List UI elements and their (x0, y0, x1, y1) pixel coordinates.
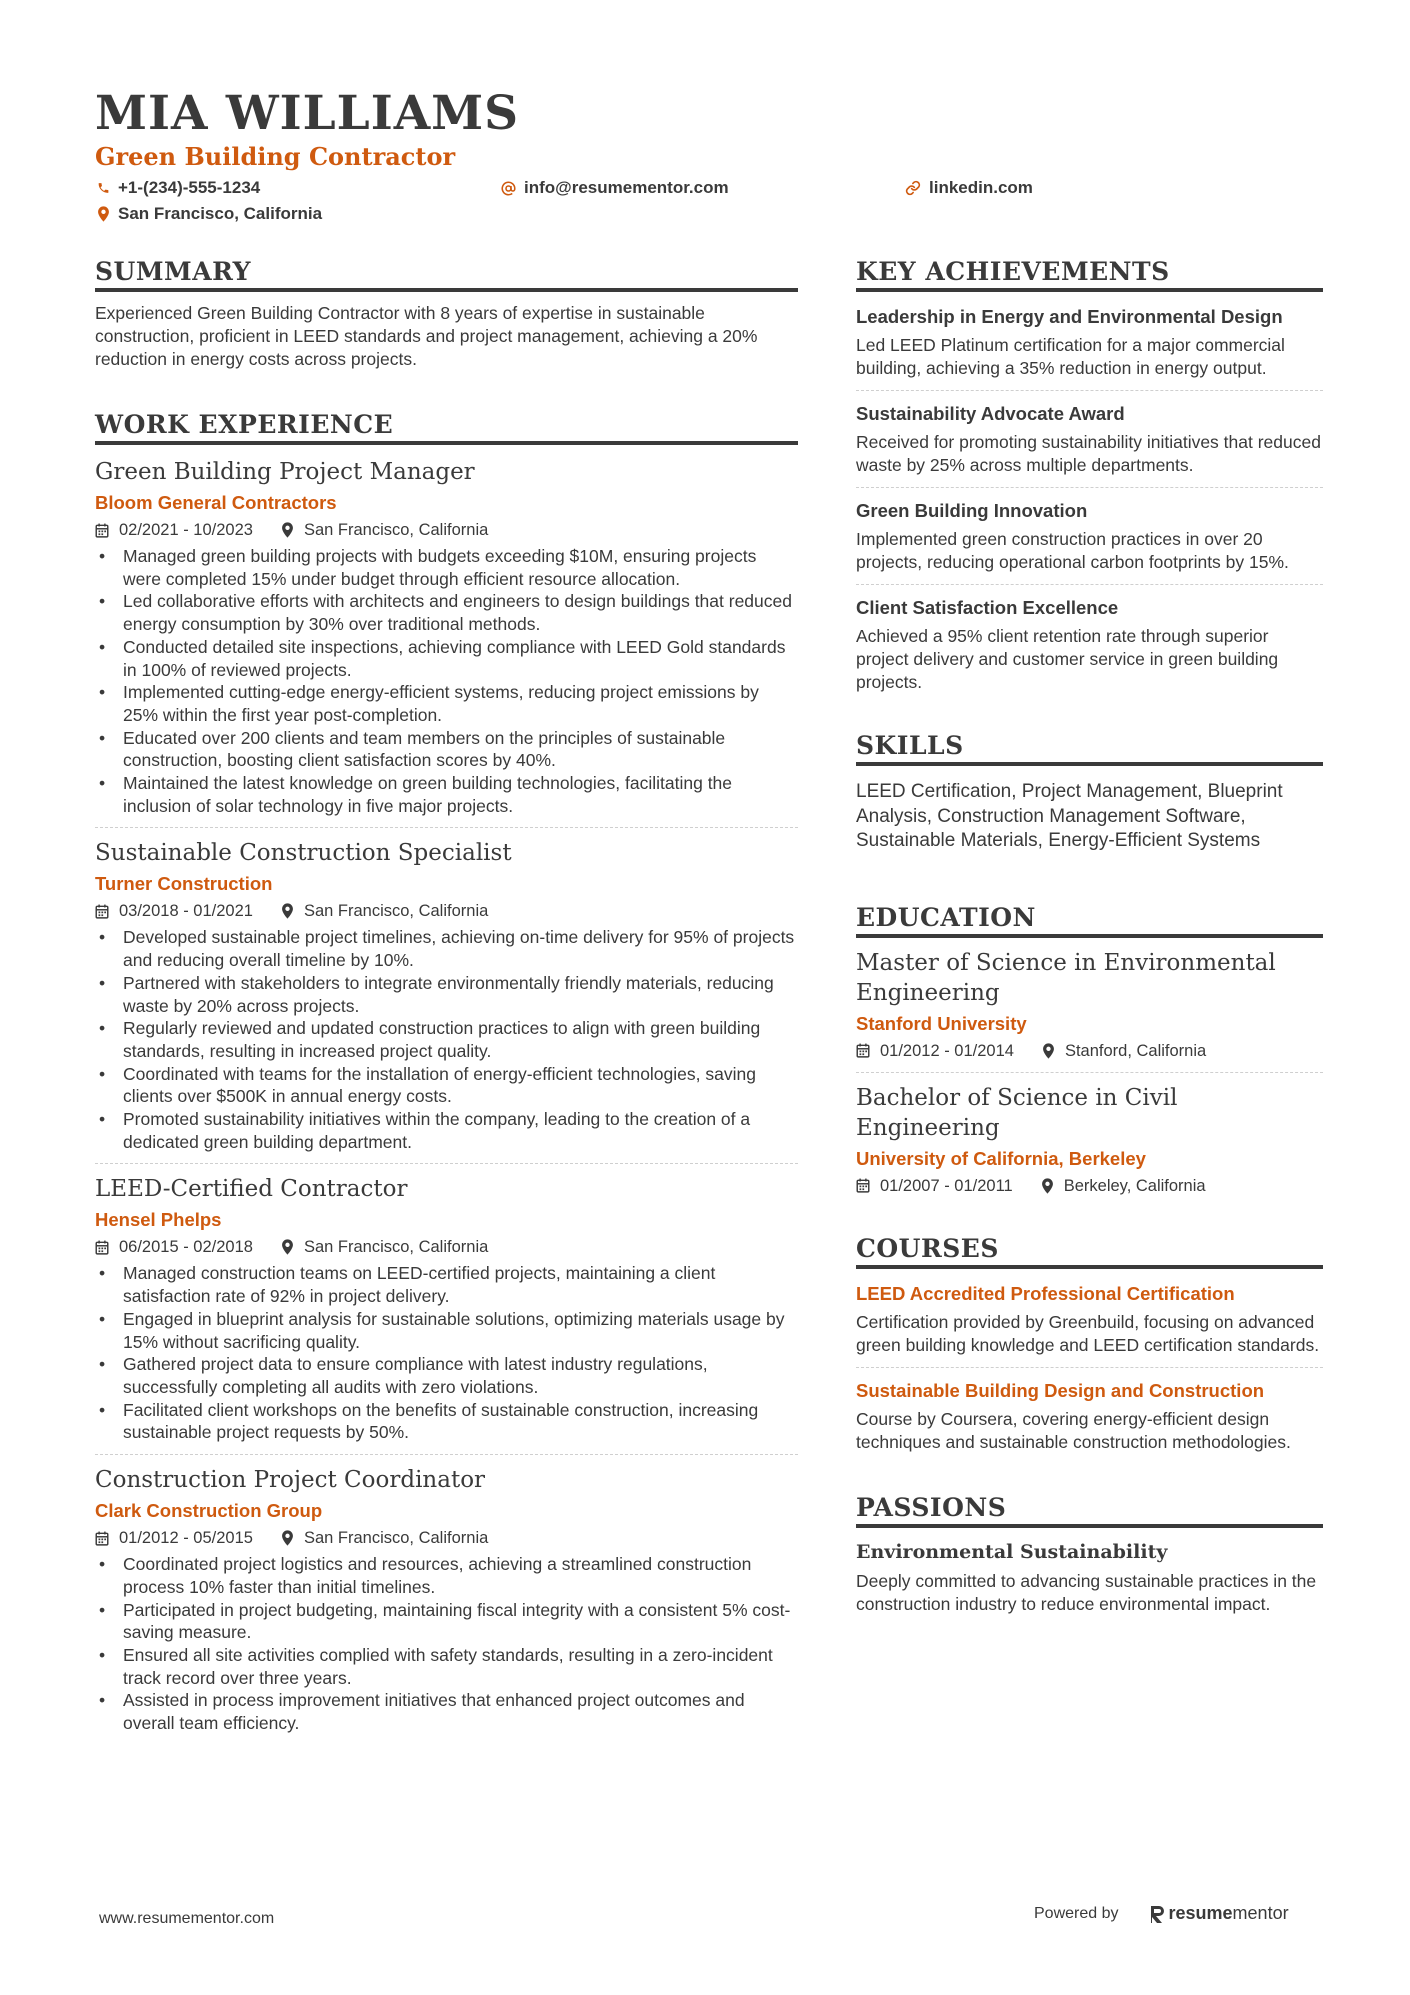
job-bullet: • Ensured all site activities complied with safety standards, resulting in a zero-incident track record over three years. (95, 1644, 798, 1689)
map-pin-icon (281, 1239, 294, 1255)
achievement-desc: Achieved a 95% client retention rate through superior project delivery and customer service in green building projects. (856, 626, 1279, 692)
job-location (281, 519, 488, 541)
job-divider (95, 827, 798, 828)
job-bullet: • Partnered with stakeholders to integrate environmentally friendly materials, reducing waste by 20% across projects. (95, 972, 798, 1017)
job-bullets (95, 1553, 798, 1735)
school-name: Stanford University (856, 1012, 1027, 1034)
achievement-item (856, 595, 1323, 694)
map-pin-icon (281, 1530, 294, 1546)
footer-branding (1034, 1903, 1289, 1924)
job-bullets (95, 1262, 798, 1444)
achievement-title: Green Building Innovation (856, 500, 1088, 521)
at-sign-icon (501, 181, 516, 196)
course-list (856, 1281, 1323, 1454)
job-bullet: • Coordinated with teams for the installation of energy-efficient technologies, saving clients over $500K in annual energy costs. (95, 1063, 798, 1108)
map-pin-icon (1042, 1043, 1055, 1059)
contact-info (95, 174, 1325, 234)
job-bullet: • Facilitated client workshops on the benefits of sustainable construction, increasing sustainable project requests by 50%. (95, 1399, 798, 1444)
job-location-text: San Francisco, California (303, 1529, 489, 1548)
course-item (856, 1378, 1323, 1454)
job-location (281, 1236, 488, 1258)
work-experience-heading: WORK EXPERIENCE (95, 409, 798, 445)
summary-heading: SUMMARY (95, 256, 798, 292)
calendar-icon (95, 1531, 109, 1546)
education-divider (856, 1072, 1323, 1073)
left-column (95, 256, 798, 1735)
candidate-name: MIA WILLIAMS (95, 86, 520, 141)
course-title: Sustainable Building Design and Construction (856, 1379, 1265, 1401)
course-title: LEED Accredited Professional Certification (856, 1282, 1235, 1304)
achievement-item (856, 401, 1323, 477)
achievement-desc: Implemented green construction practices in over 20 projects, reducing operational carbon footprints by 15%. (856, 529, 1289, 572)
passion-list (856, 1540, 1323, 1616)
company-name: Clark Construction Group (95, 1500, 323, 1522)
achievement-divider (856, 390, 1323, 391)
job-title: Sustainable Construction Specialist (95, 840, 512, 867)
achievements-heading: KEY ACHIEVEMENTS (856, 256, 1323, 292)
email-text: info@resumementor.com (524, 178, 729, 197)
skills-heading: SKILLS (856, 730, 1323, 766)
course-divider (856, 1367, 1323, 1368)
job-bullets (95, 926, 798, 1153)
job-dates-text: 02/2021 - 10/2023 (119, 521, 253, 539)
summary-section (95, 256, 798, 371)
map-pin-icon (281, 522, 294, 538)
brand-logo[interactable] (1149, 1903, 1289, 1924)
passion-desc: Deeply committed to advancing sustainable practices in the construction industry to reduce environmental impact. (856, 1570, 1317, 1614)
map-pin-icon (1041, 1178, 1054, 1194)
achievement-list (856, 304, 1323, 694)
job-divider (95, 1163, 798, 1164)
job-bullet: • Assisted in process improvement initiatives that enhanced project outcomes and overall team efficiency. (95, 1689, 798, 1734)
job-divider (95, 1454, 798, 1455)
achievement-desc: Received for promoting sustainability initiatives that reduced waste by 25% across multiple departments. (856, 432, 1321, 475)
course-desc: Certification provided by Greenbuild, focusing on advanced green building knowledge and LEED certification standards. (856, 1311, 1320, 1355)
passions-section (856, 1492, 1323, 1616)
map-pin-icon (281, 903, 294, 919)
job-dates-text: 06/2015 - 02/2018 (119, 1238, 253, 1257)
phone-text: +1-(234)-555-1234 (118, 178, 261, 197)
calendar-icon (95, 1240, 109, 1255)
job-bullets (95, 545, 798, 817)
map-pin-icon (97, 206, 110, 222)
education-dates-text: 01/2007 - 01/2011 (880, 1176, 1013, 1195)
achievement-title: Leadership in Energy and Environmental Design (856, 306, 1283, 327)
brand-name-light: mentor (1232, 1903, 1289, 1923)
education-section (856, 902, 1323, 1197)
job-entry (95, 457, 798, 817)
right-column (856, 256, 1323, 1616)
achievement-divider (856, 487, 1323, 488)
job-location (281, 900, 488, 922)
job-bullet: • Led collaborative efforts with architects and engineers to design buildings that reduced energy consumption by 30% over traditional methods. (95, 590, 798, 635)
job-dates (95, 1236, 253, 1258)
job-location-text: San Francisco, California (303, 902, 489, 921)
courses-section (856, 1233, 1323, 1454)
job-title: LEED-Certified Contractor (95, 1176, 408, 1203)
job-bullet: • Implemented cutting-edge energy-efficient systems, reducing project emissions by 25% within the first year post-completion. (95, 681, 798, 726)
education-location (1041, 1175, 1206, 1197)
education-item (856, 1083, 1323, 1197)
job-entry (95, 838, 798, 1153)
contact-linkedin[interactable] (905, 178, 1033, 198)
job-bullet: • Developed sustainable project timelines, achieving on-time delivery for 95% of projects and reducing overall timeline by 10%. (95, 926, 798, 971)
job-bullet: • Coordinated project logistics and resources, achieving a streamlined construction process 10% faster than initial timelines. (95, 1553, 798, 1598)
calendar-icon (95, 523, 109, 538)
courses-heading: COURSES (856, 1233, 1323, 1269)
link-icon (905, 180, 921, 196)
education-dates (856, 1175, 1013, 1197)
resumementor-logo-icon (1149, 1904, 1165, 1924)
summary-text: Experienced Green Building Contractor with 8 years of expertise in sustainable construction, proficient in LEED standards and project management, achieving a 20% reduction in energy costs across projects. (95, 303, 758, 369)
job-title: Green Building Project Manager (95, 459, 475, 485)
job-dates (95, 1527, 253, 1549)
passions-heading: PASSIONS (856, 1492, 1323, 1528)
education-meta (856, 1040, 1323, 1062)
calendar-icon (856, 1178, 870, 1193)
achievement-divider (856, 584, 1323, 585)
education-list (856, 948, 1323, 1197)
job-bullet: • Managed construction teams on LEED-certified projects, maintaining a client satisfaction rate of 92% in project delivery. (95, 1262, 798, 1307)
achievement-desc: Led LEED Platinum certification for a major commercial building, achieving a 35% reduction in energy output. (856, 335, 1285, 378)
company-name: Turner Construction (95, 873, 273, 895)
skills-text: LEED Certification, Project Management, Blueprint Analysis, Construction Management Software, Sustainable Materials, Energy-Efficient Systems (856, 781, 1283, 851)
degree: Master of Science in Environmental Engineering (856, 949, 1276, 1006)
job-bullet: • Promoted sustainability initiatives within the company, leading to the creation of a dedicated green building department. (95, 1108, 798, 1153)
job-bullet: • Gathered project data to ensure compliance with latest industry regulations, successfully completing all audits with zero violations. (95, 1353, 798, 1398)
passion-title: Environmental Sustainability (856, 1540, 1168, 1563)
achievement-item (856, 498, 1323, 574)
calendar-icon (856, 1043, 870, 1058)
job-meta (95, 900, 798, 922)
footer-website[interactable]: www.resumementor.com (99, 1910, 275, 1927)
work-experience-section (95, 409, 798, 1735)
job-bullet: • Engaged in blueprint analysis for sustainable solutions, optimizing materials usage by 15% without sacrificing quality. (95, 1308, 798, 1353)
contact-location (97, 204, 322, 224)
job-dates-text: 01/2012 - 05/2015 (119, 1529, 253, 1548)
passion-item (856, 1540, 1323, 1616)
education-location-text: Stanford, California (1064, 1041, 1207, 1060)
achievement-title: Client Satisfaction Excellence (856, 597, 1119, 618)
education-location (1042, 1040, 1206, 1062)
education-location-text: Berkeley, California (1063, 1176, 1206, 1195)
contact-phone[interactable] (97, 178, 260, 198)
brand-name-bold: resume (1168, 1903, 1233, 1923)
job-bullet: • Regularly reviewed and updated construction practices to align with green building standards, resulting in increased project quality. (95, 1017, 798, 1062)
education-heading: EDUCATION (856, 902, 1323, 938)
skills-section (856, 730, 1323, 854)
job-meta (95, 519, 798, 541)
job-dates (95, 519, 253, 541)
job-location-text: San Francisco, California (303, 521, 489, 539)
calendar-icon (95, 904, 109, 919)
job-entry (95, 1465, 798, 1735)
education-dates-text: 01/2012 - 01/2014 (880, 1041, 1014, 1060)
job-bullet: • Maintained the latest knowledge on green building technologies, facilitating the inclusion of solar technology in five major projects. (95, 772, 798, 817)
course-item (856, 1281, 1323, 1357)
job-location-text: San Francisco, California (303, 1238, 489, 1257)
company-name: Hensel Phelps (95, 1209, 222, 1231)
degree: Bachelor of Science in Civil Engineering (856, 1084, 1178, 1141)
resume-header (95, 86, 1325, 234)
job-title: Construction Project Coordinator (95, 1467, 486, 1494)
achievement-item (856, 304, 1323, 380)
job-dates-text: 03/2018 - 01/2021 (119, 902, 253, 921)
achievement-title: Sustainability Advocate Award (856, 403, 1125, 424)
achievements-section (856, 256, 1323, 694)
candidate-title: Green Building Contractor (95, 142, 456, 171)
school-name: University of California, Berkeley (856, 1147, 1146, 1169)
job-bullet: • Conducted detailed site inspections, achieving compliance with LEED Gold standards in 100% of reviewed projects. (95, 636, 798, 681)
job-entry (95, 1174, 798, 1444)
job-bullet: • Managed green building projects with budgets exceeding $10M, ensuring projects were completed 15% under budget through efficient resource allocation. (95, 545, 798, 590)
education-meta (856, 1175, 1323, 1197)
job-meta (95, 1236, 798, 1258)
education-dates (856, 1040, 1014, 1062)
job-meta (95, 1527, 798, 1549)
course-desc: Course by Coursera, covering energy-efficient design techniques and sustainable construction methodologies. (856, 1408, 1291, 1452)
linkedin-text: linkedin.com (929, 178, 1033, 197)
powered-by-text: Powered by (1034, 1904, 1119, 1922)
location-text: San Francisco, California (118, 204, 323, 223)
phone-icon (97, 181, 110, 195)
job-bullet: • Educated over 200 clients and team members on the principles of sustainable construction, boosting client satisfaction scores by 40%. (95, 727, 798, 772)
contact-email[interactable] (501, 178, 729, 198)
job-bullet: • Participated in project budgeting, maintaining fiscal integrity with a consistent 5% cost-saving measure. (95, 1599, 798, 1644)
education-item (856, 948, 1323, 1062)
job-dates (95, 900, 253, 922)
company-name: Bloom General Contractors (95, 492, 337, 513)
job-list (95, 457, 798, 1735)
job-location (281, 1527, 488, 1549)
